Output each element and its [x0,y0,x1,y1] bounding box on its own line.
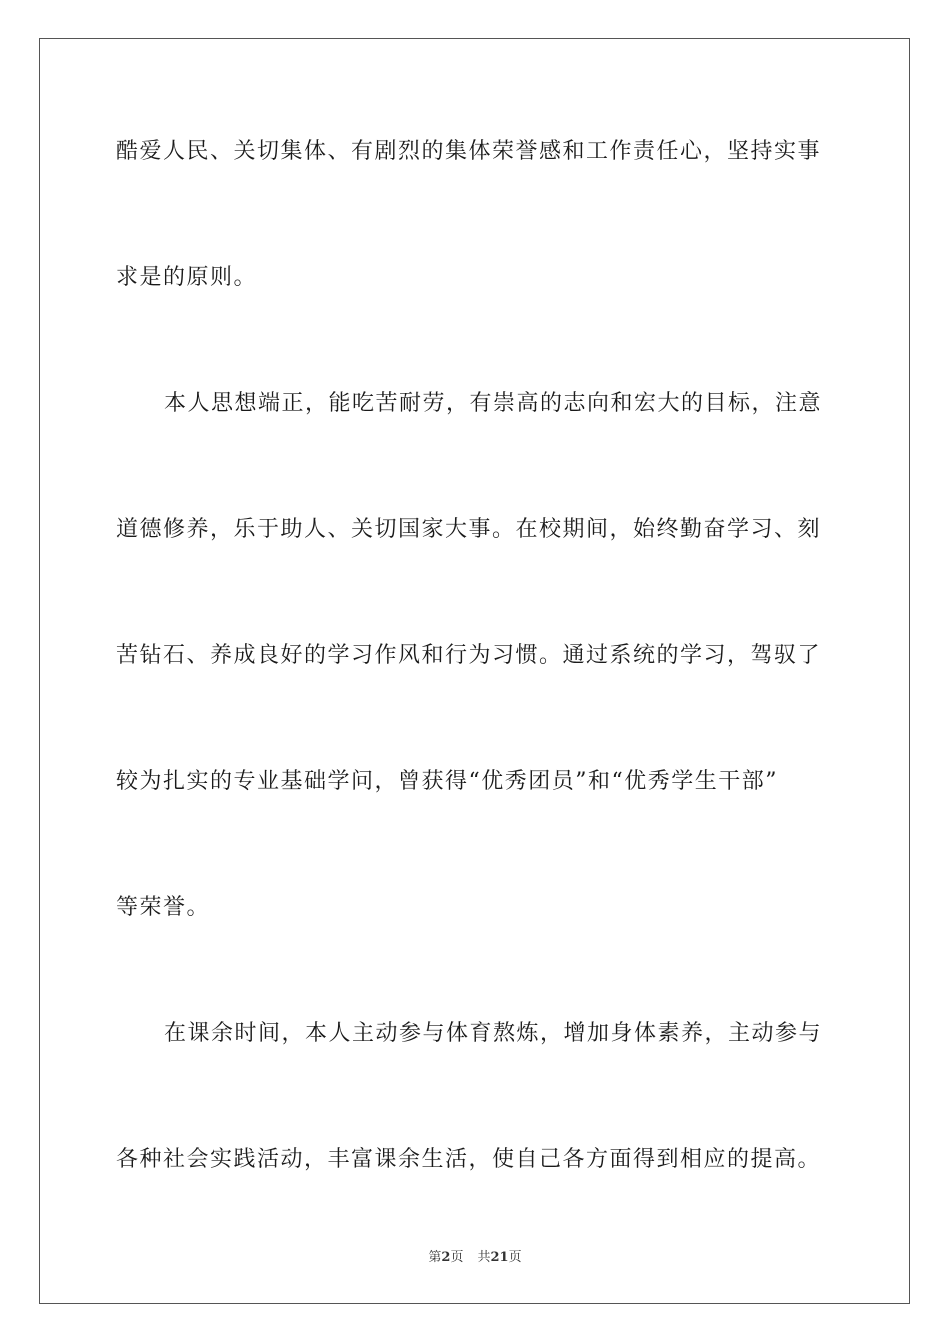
total-prefix: 共 [477,1250,491,1265]
text-line-2: 求是的原则。 [116,265,258,290]
page-frame [39,38,910,1304]
text-line-6: 较为扎实的专业基础学问，曾获得“优秀团员”和“优秀学生干部” [116,769,778,794]
total-pages: 21 [490,1250,509,1265]
page-suffix: 页 [450,1250,464,1265]
text-line-4: 道德修养，乐于助人、关切国家大事。在校期间，始终勤奋学习、刻 [116,517,822,542]
page-number: 2 [441,1250,451,1265]
text-line-8: 在课余时间，本人主动参与体育熬炼，增加身体素养，主动参与 [164,1021,823,1046]
text-line-9: 各种社会实践活动，丰富课余生活，使自己各方面得到相应的提高。 [116,1147,822,1172]
text-line-7: 等荣誉。 [116,895,211,920]
page-prefix: 第 [428,1250,442,1265]
text-line-3: 本人思想端正，能吃苦耐劳，有崇高的志向和宏大的目标，注意 [164,391,823,416]
text-line-5: 苦钻石、养成良好的学习作风和行为习惯。通过系统的学习，驾驭了 [116,643,822,668]
text-line-1: 酷爱人民、关切集体、有剧烈的集体荣誉感和工作责任心，坚持实事 [116,139,822,164]
total-suffix: 页 [508,1250,522,1265]
page-footer [0,1246,950,1265]
